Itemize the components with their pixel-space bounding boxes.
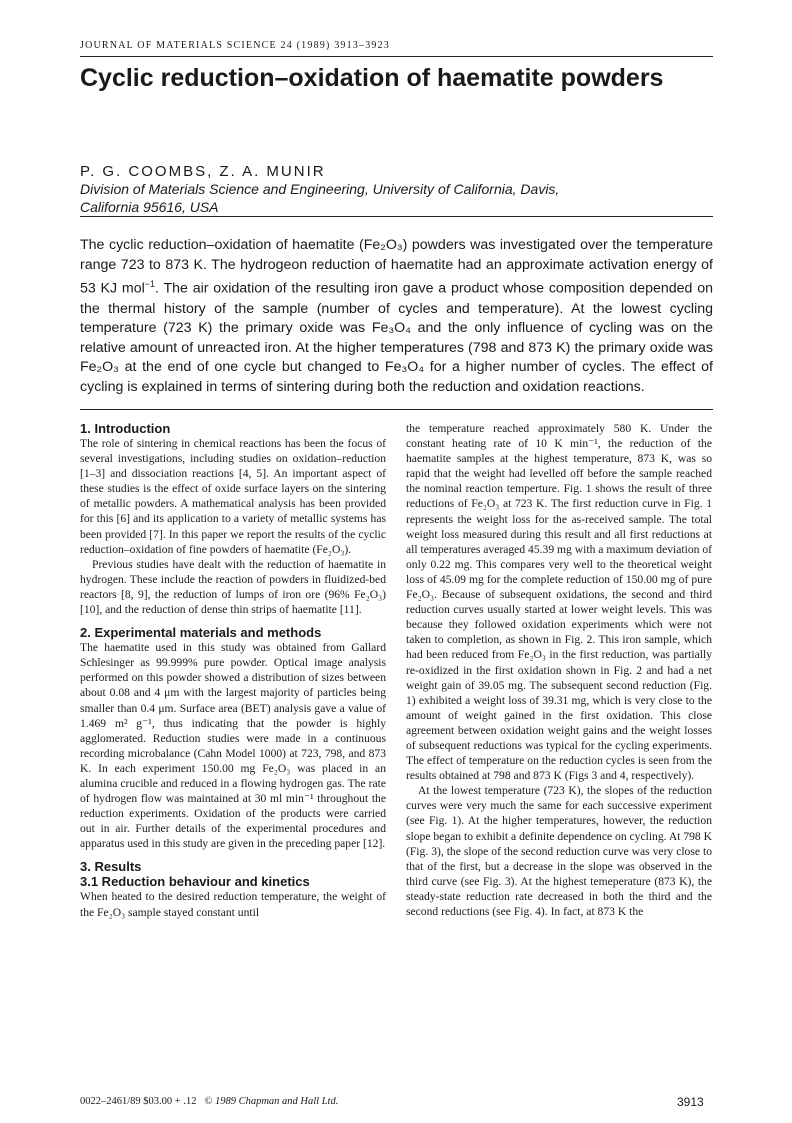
abstract-text: for a higher number of cycles. The effect of cycling is explained in terms of sintering during both the reduction and oxidation reactions. <box>80 359 713 395</box>
affiliation-line: California 95616, USA <box>80 199 219 215</box>
paragraph: The role of sintering in chemical reactions has been the focus of several investigations, including studies on oxidation–reduction [1–3] and dissociation reactions [4, 5]. An important aspect of these studies is the effect of oxide surface layers on the sintering of metallic powders. A mathematical analysis has been provided for this [6] and its application to a variety of metallic systems has been provided [7]. In this paper we report the results of the cyclic reduction–oxidation of fine powders of haematite (Fe₂O₃). <box>80 437 386 556</box>
abstract <box>80 236 713 397</box>
abstract-text: The cyclic reduction–oxidation of haematite ( <box>80 237 364 253</box>
paragraph: Previous studies have dealt with the reduction of haematite in hydrogen. These include the reaction of powders in fluidized-bed reactors [8, 9], the reduction of lumps of iron ore (96% Fe₂O₃) [10], and the reduction of dense thin strips of haematite [11]. <box>80 557 386 617</box>
abstract-text: at the end of one cycle but changed to <box>118 359 385 376</box>
right-column <box>406 421 712 919</box>
formula: Fe₃O₄ <box>371 320 411 337</box>
running-head: JOURNAL OF MATERIALS SCIENCE 24 (1989) 3913–3923 <box>80 40 391 51</box>
authors: P. G. COOMBS, Z. A. MUNIR <box>80 163 326 180</box>
paragraph: the temperature reached approximately 580 K. Under the constant heating rate of 10 K min⁻¹, the reduction of the haematite samples at the highest temperature, 873 K, was so rapid that the weight had levelled off before the sample reached the nominal reaction temperture. Fig. 1 shows the result of three reductions of Fe₂O₃ at 723 K. The first reduction curve in Fig. 1 represents the weight loss for the as-received sample. The total weight loss measured during this result and all first reductions at all temperatures averaged 45.39 mg with a maximum deviation of only 0.22 mg. This compares very well to the theoretical weight loss of 45.09 mg for the complete reduction of 150.00 mg of pure Fe₂O₃. Because of subsequent oxidations, the second and third reduction curves usually started at lower weight levels. This was because they followed oxidation experiments which were not taken to completion, as shown in Fig. 2. This iron sample, which had been reduced from Fe₂O₃ in the first reduction, was partially re-oxidized in the first oxidation shown in Fig. 2 and had a net weight gain of 39.05 mg. The subsequent second reduction (Fig. 1) exhibited a weight loss of 39.31 mg, which is very close to the amount of weight gained in the first oxidation. This close agreement between oxidation weight gains and the weight losses of subsequent reductions was typical for the cycling experiments. The effect of temperature on the reduction cycles is seen from the results obtained at 798 and 873 K (Figs 3 and 4, respectively). <box>406 422 712 783</box>
section-heading-introduction: 1. Introduction <box>80 421 171 436</box>
article-title: Cyclic reduction–oxidation of haematite powders <box>80 64 664 92</box>
formula: Fe₂O₃ <box>80 359 119 376</box>
paragraph: The haematite used in this study was obtained from Gallard Schlesinger as 99.999% pure powder. Optical image analysis performed on this powder showed a distribution of sizes between about 0.08 and 4 μm with the largest majority of particles being smaller than 0.4 μm. Surface area (BET) analysis gave a value of 1.469 m² g⁻¹, thus indicating that the powder is highly agglomerated. Reduction studies were made in a continuous recording microbalance (Cahn Model 1000) at 723, 798, and 873 K. In each experiment 150.00 mg Fe₂O₃ was placed in an alumina crucible and reduced in a flowing hydrogen gas. The rate of hydrogen flow was maintained at 30 ml min⁻¹ throughout the reduction experiments. Oxidation of the products were carried out in air. Further details of the experimental procedures and apparatus used in this study are given in the preceding paper [12]. <box>80 641 386 851</box>
left-column <box>80 421 386 920</box>
footer-code <box>80 1096 338 1107</box>
formula: Fe₂O₃ <box>363 237 403 253</box>
abstract-rule <box>80 409 713 410</box>
header-rule <box>80 56 713 57</box>
abstract-text: and the only influence of cycling was on the relative amount of unreacted iron. At the higher temperatures (798 and 873 K) the primary oxide was <box>80 320 713 356</box>
affiliation-rule <box>80 216 713 217</box>
affiliation-line: Division of Materials Science and Engineering, University of California, Davis, <box>80 181 560 197</box>
superscript: −1 <box>144 279 156 290</box>
page-number: 3913 <box>677 1095 704 1109</box>
formula: Fe₃O₄ <box>384 359 425 376</box>
abstract-text: . The air oxidation of the resulting iron gave a product whose composition depended on the thermal history of the sample (number of cycles and temperature). At the lowest cycling temperature (723 K) the primary oxide was <box>80 280 713 337</box>
issn-price: 0022–2461/89 $03.00 + .12 <box>80 1096 197 1107</box>
subsection-heading: 3.1 Reduction behaviour and kinetics <box>80 874 310 890</box>
abstract-text: ) powders was investigated over the temperature range 723 to 873 K. The hydrogeon reduction of haematite had an approximate activation energy of 53 KJ mol <box>80 237 714 297</box>
paragraph: When heated to the desired reduction temperature, the weight of the Fe₂O₃ sample stayed constant until <box>80 890 386 919</box>
copyright: © 1989 Chapman and Hall Ltd. <box>204 1096 339 1107</box>
section-heading-results: 3. Results <box>80 859 142 875</box>
paragraph: At the lowest temperature (723 K), the slopes of the reduction curves were very much the same for each successive experiment (see Fig. 1). At the higher temperatures, however, the reduction slope began to exhibit a definite dependence on cycling. At 798 K (Fig. 3), the slope of the second reduction curve was very close to that of the first, but a decrease in the slope was observed in the third curve (see Fig. 3). At the highest temeperature (873 K), the steady-state reduction rate decreased in both the third and the second reductions (see Fig. 4). In fact, at 873 K the <box>406 784 712 918</box>
affiliation <box>80 180 713 216</box>
section-heading-experimental: 2. Experimental materials and methods <box>80 625 322 641</box>
